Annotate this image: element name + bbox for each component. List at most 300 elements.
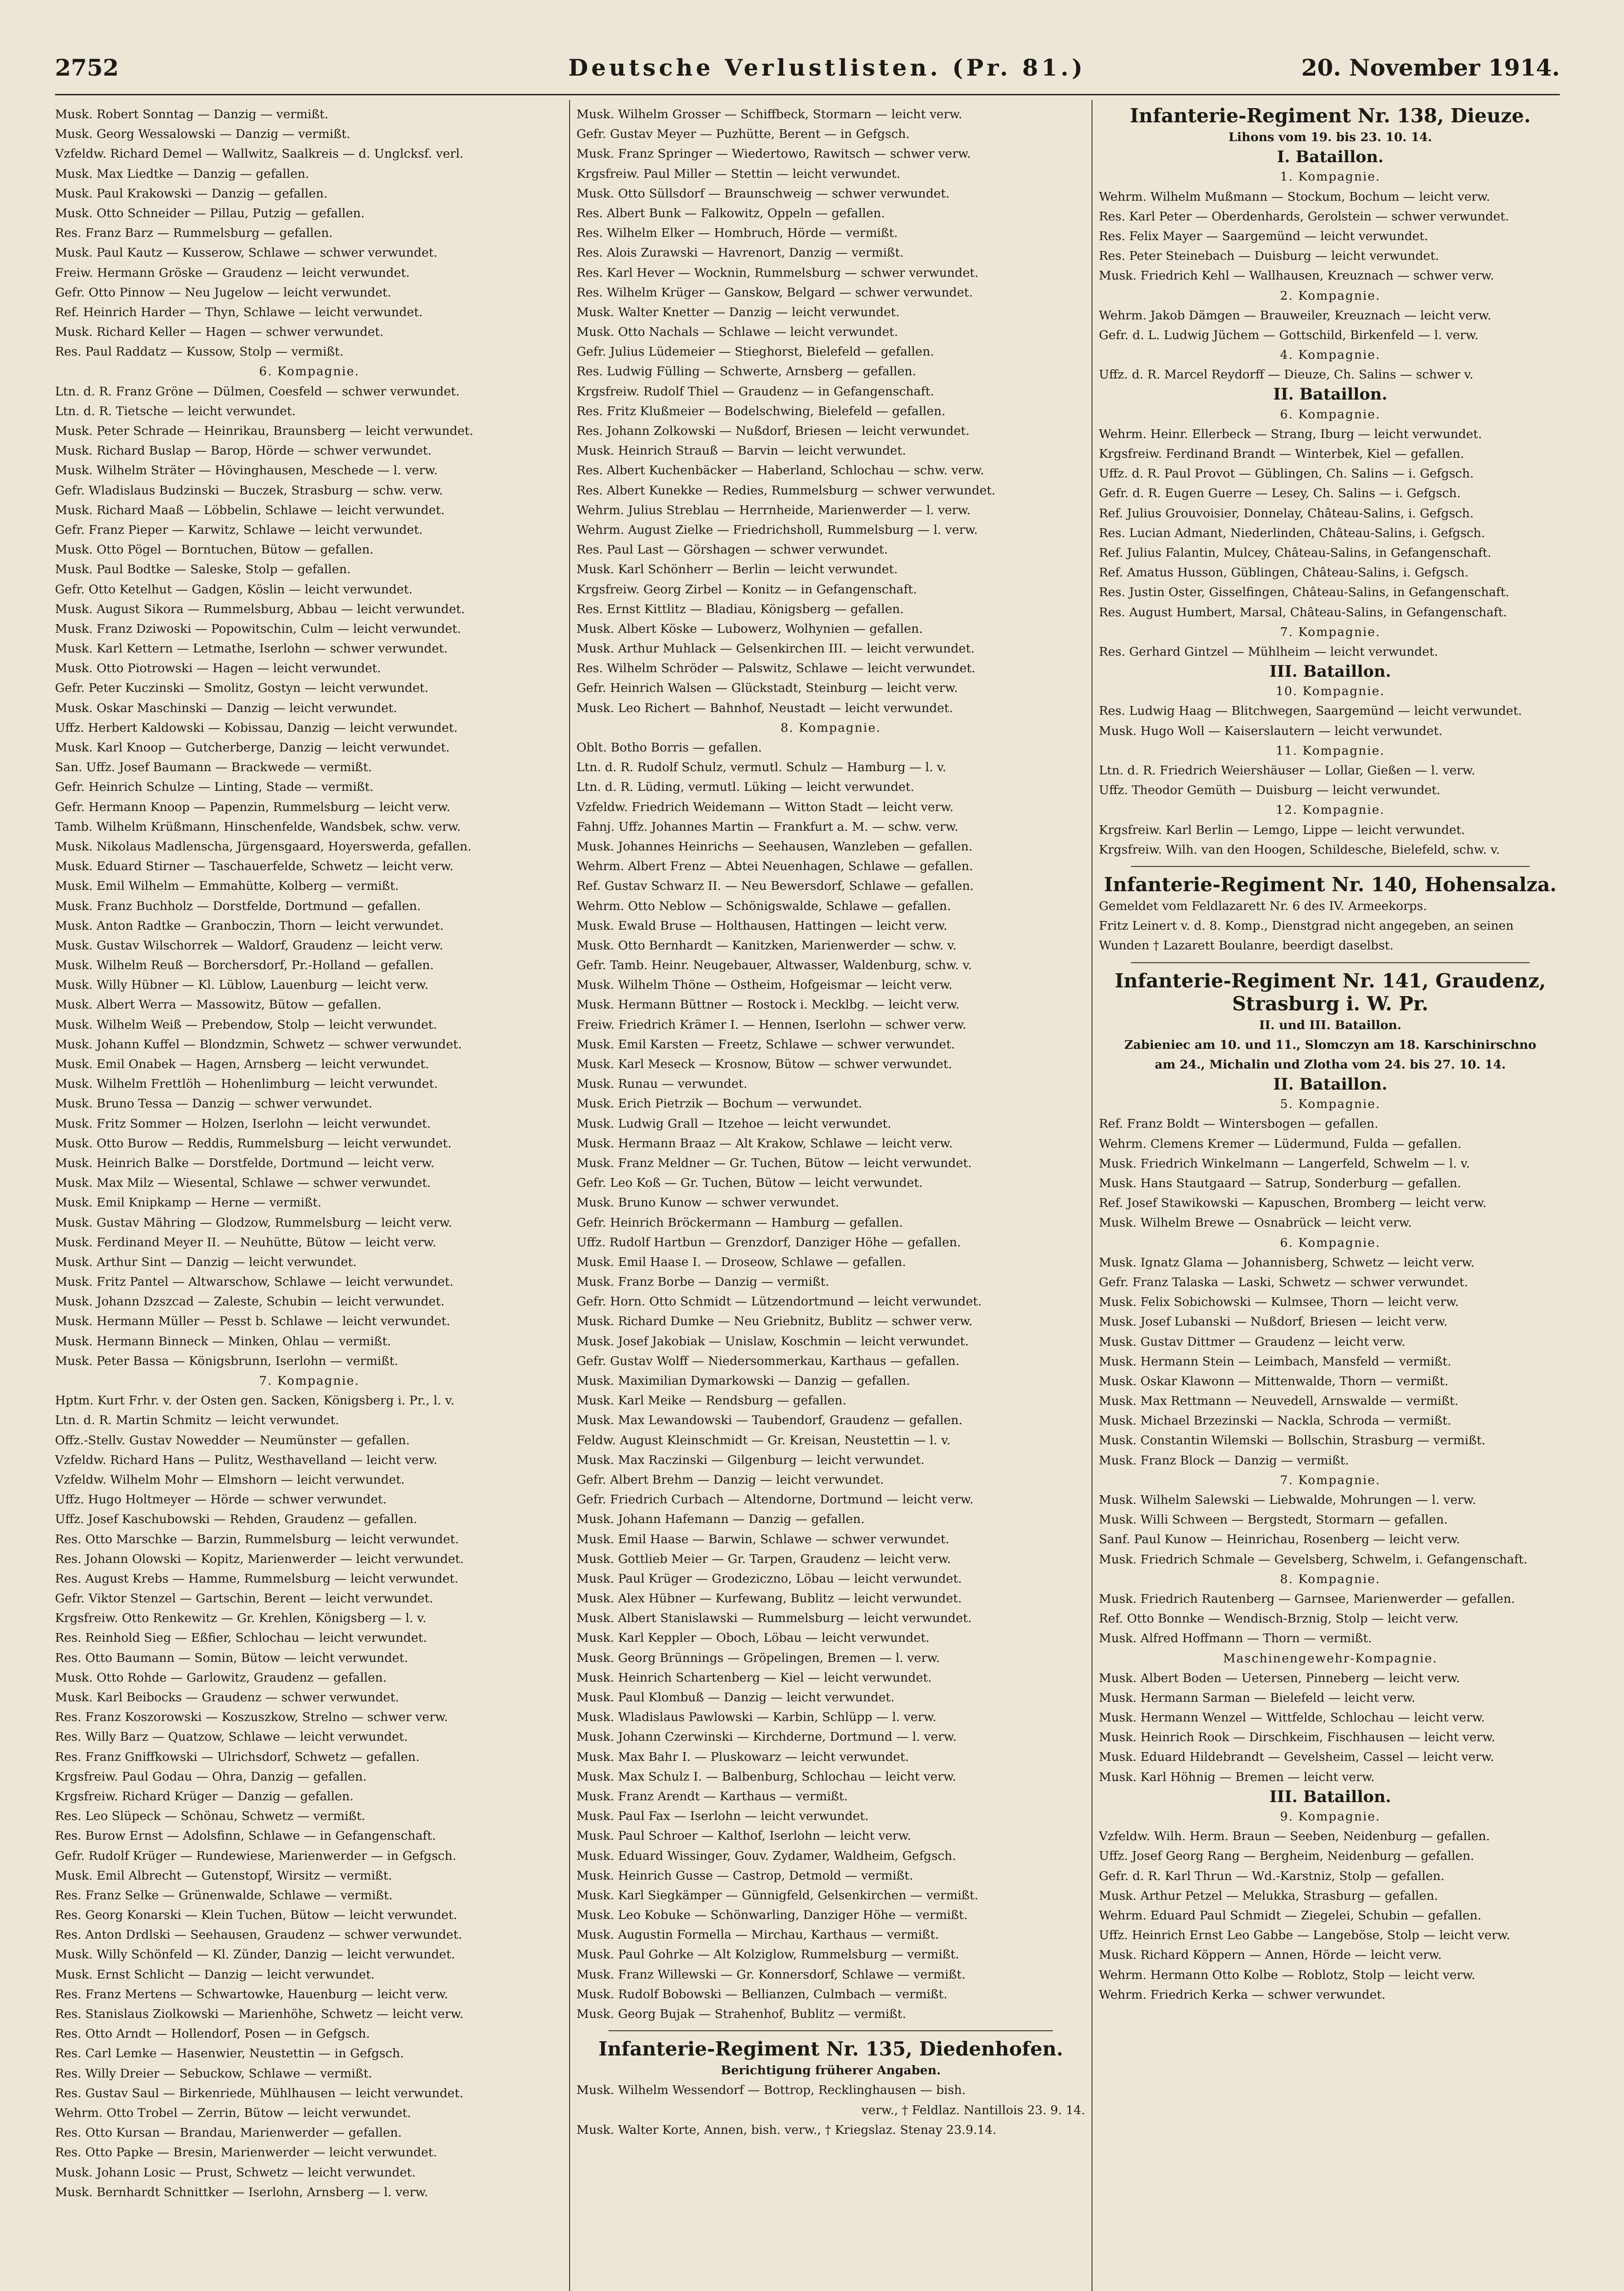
list-entry: Res. Franz Mertens — Schwartowke, Hauenburg — leicht verw. xyxy=(55,1987,448,2001)
list-entry: Musk. Friedrich Rautenberg — Garnsee, Marienwerder — gefallen. xyxy=(1099,1591,1515,1606)
list-entry: Musk. Karl Beibocks — Graudenz — schwer verwundet. xyxy=(55,1690,399,1705)
list-entry: Musk. Karl Kettern — Letmathe, Iserlohn — schwer verwundet. xyxy=(55,641,448,656)
company-heading: 2. Kompagnie. xyxy=(1280,288,1381,303)
list-entry: Gefr. Peter Kuczinski — Smolitz, Gostyn — leicht verwundet. xyxy=(55,681,428,696)
list-entry: Res. Johann Zolkowski — Nußdorf, Briesen — leicht verwundet. xyxy=(576,424,970,438)
list-entry: Musk. Eduard Stirner — Taschauerfelde, Schwetz — leicht verw. xyxy=(55,859,454,874)
list-entry: Musk. Rudolf Bobowski — Bellianzen, Culmbach — vermißt. xyxy=(576,1987,948,2001)
list-entry: Musk. Arthur Petzel — Melukka, Strasburg — gefallen. xyxy=(1099,1888,1438,1903)
list-entry: Res. Georg Konarski — Klein Tuchen, Bütow — leicht verwundet. xyxy=(55,1908,457,1923)
list-entry: Musk. Karl Meike — Rendsburg — gefallen. xyxy=(576,1393,846,1408)
list-entry: Vzfeldw. Richard Hans — Pulitz, Westhavelland — leicht verw. xyxy=(55,1452,438,1467)
list-entry: Musk. Michael Brzezinski — Nackla, Schroda — vermißt. xyxy=(1099,1414,1451,1428)
list-entry: Gefr. Horn. Otto Schmidt — Lützendortmund — leicht verwundet. xyxy=(576,1294,982,1309)
list-entry: Res. Burow Ernst — Adolsfinn, Schlawe — in Gefangenschaft. xyxy=(55,1829,436,1843)
list-entry: Musk. Gustav Mähring — Glodzow, Rummelsburg — leicht verw. xyxy=(55,1215,452,1230)
list-entry: Krgsfreiw. Georg Zirbel — Konitz — in Gefangenschaft. xyxy=(576,582,917,597)
list-entry: Musk. Wilhelm Wessendorf — Bottrop, Recklinghausen — bish. xyxy=(576,2083,966,2098)
list-entry: Musk. Otto Nachals — Schlawe — leicht verwundet. xyxy=(576,325,898,340)
list-entry: Musk. Ferdinand Meyer II. — Neuhütte, Bütow — leicht verw. xyxy=(55,1235,436,1250)
list-entry: Musk. Paul Krüger — Grodeziczno, Löbau — leicht verwundet. xyxy=(576,1571,962,1586)
list-entry: Musk. Maximilian Dymarkowski — Danzig — gefallen. xyxy=(576,1374,911,1388)
list-entry: Gefr. Heinrich Walsen — Glückstadt, Steinburg — leicht verw. xyxy=(576,681,958,696)
list-entry: Fritz Leinert v. d. 8. Komp., Dienstgrad nicht angegeben, an seinen xyxy=(1099,919,1514,933)
company-heading: 8. Kompagnie. xyxy=(780,720,881,735)
list-entry: Gefr. d. R. Eugen Guerre — Lesey, Ch. Salins — i. Gefgsch. xyxy=(1099,486,1461,501)
list-entry: Musk. Paul Gohrke — Alt Kolziglow, Rummelsburg — vermißt. xyxy=(576,1947,960,1962)
list-entry: Musk. Walter Korte, Annen, bish. verw., † Kriegslaz. Stenay 23.9.14. xyxy=(576,2122,997,2137)
issue-date: 20. November 1914. xyxy=(1301,54,1560,81)
list-entry: Musk. Hermann Wenzel — Wittfelde, Schlochau — leicht verw. xyxy=(1099,1710,1485,1725)
list-entry: Sanf. Paul Kunow — Heinrichau, Rosenberg — leicht verw. xyxy=(1099,1532,1460,1547)
list-entry: Uffz. Rudolf Hartbun — Grenzdorf, Danziger Höhe — gefallen. xyxy=(576,1235,961,1250)
list-entry: Musk. Johann Czerwinski — Kirchderne, Dortmund — l. verw. xyxy=(576,1730,957,1744)
list-entry: Res. August Krebs — Hamme, Rummelsburg — leicht verwundet. xyxy=(55,1571,459,1586)
list-entry: Musk. Hermann Sarman — Bielefeld — leicht verw. xyxy=(1099,1690,1416,1705)
list-entry: Musk. Emil Haase I. — Droseow, Schlawe — gefallen. xyxy=(576,1255,906,1269)
list-entry: Musk. Gottlieb Meier — Gr. Tarpen, Graudenz — leicht verw. xyxy=(576,1551,951,1566)
list-entry: Musk. Ewald Bruse — Holthausen, Hattingen — leicht verw. xyxy=(576,918,948,933)
list-entry: Musk. Richard Buslap — Barop, Hörde — schwer verwundet. xyxy=(55,444,432,458)
list-entry: Musk. Ernst Schlicht — Danzig — leicht verwundet. xyxy=(55,1967,375,1982)
list-entry: Res. Justin Oster, Gisselfingen, Château-Salins, in Gefangenschaft. xyxy=(1099,585,1509,600)
battalion-heading: I. Bataillon. xyxy=(1277,148,1384,167)
list-entry: Musk. Walter Knetter — Danzig — leicht verwundet. xyxy=(576,305,900,319)
list-entry: Ref. Franz Boldt — Wintersbogen — gefallen. xyxy=(1099,1117,1378,1131)
list-entry: Musk. Friedrich Schmale — Gevelsberg, Schwelm, i. Gefangenschaft. xyxy=(1099,1552,1528,1567)
list-entry: Gefr. Otto Ketelhut — Gadgen, Köslin — leicht verwundet. xyxy=(55,582,413,597)
list-entry: Musk. Wilhelm Salewski — Liebwalde, Mohrungen — l. verw. xyxy=(1099,1493,1476,1507)
list-entry: Wehrm. Heinr. Ellerbeck — Strang, Iburg — leicht verwundet. xyxy=(1099,427,1482,441)
list-entry: Ltn. d. R. Martin Schmitz — leicht verwundet. xyxy=(55,1413,340,1428)
casualty-list xyxy=(576,104,1085,2024)
list-entry: Musk. Johannes Heinrichs — Seehausen, Wanzleben — gefallen. xyxy=(576,839,973,854)
list-entry: Krgsfreiw. Wilh. van den Hoogen, Schildesche, Bielefeld, schw. v. xyxy=(1099,842,1500,857)
list-entry: Musk. Franz Dziwoski — Popowitschin, Culm — leicht verwundet. xyxy=(55,621,461,636)
list-entry: Gefr. Tamb. Heinr. Neugebauer, Altwasser, Waldenburg, schw. v. xyxy=(576,958,972,973)
list-entry: Vzfeldw. Richard Demel — Wallwitz, Saalkreis — d. Unglcksf. verl. xyxy=(55,147,464,161)
list-entry: Wehrm. Otto Neblow — Schönigswalde, Schlawe — gefallen. xyxy=(576,899,951,913)
list-entry: Res. Franz Barz — Rummelsburg — gefallen. xyxy=(55,226,333,241)
list-entry: Musk. Georg Wessalowski — Danzig — vermißt. xyxy=(55,127,351,142)
list-entry: Musk. Franz Springer — Wiedertowo, Rawitsch — schwer verw. xyxy=(576,147,971,161)
list-entry: Res. Alois Zurawski — Havrenort, Danzig — vermißt. xyxy=(576,246,904,260)
list-entry: Musk. Anton Radtke — Granboczin, Thorn — leicht verwundet. xyxy=(55,918,444,933)
list-entry: Musk. Heinrich Strauß — Barvin — leicht verwundet. xyxy=(576,444,906,458)
list-entry: Musk. Bruno Kunow — schwer verwundet. xyxy=(576,1195,839,1210)
list-entry: Uffz. Theodor Gemüth — Duisburg — leicht verwundet. xyxy=(1099,783,1441,798)
list-entry: Musk. Otto Schneider — Pillau, Putzig — gefallen. xyxy=(55,206,365,220)
page-number: 2752 xyxy=(55,54,119,81)
list-entry: Wehrm. Jakob Dämgen — Brauweiler, Kreuznach — leicht verw. xyxy=(1099,308,1492,323)
company-heading: 11. Kompagnie. xyxy=(1275,743,1385,758)
list-entry: Ref. Gustav Schwarz II. — Neu Bewersdorf, Schlawe — gefallen. xyxy=(576,879,974,893)
list-entry: Ref. Amatus Husson, Güblingen, Château-Salins, i. Gefgsch. xyxy=(1099,565,1469,580)
list-entry: Gefr. d. L. Ludwig Jüchem — Gottschild, Birkenfeld — l. verw. xyxy=(1099,328,1479,342)
list-entry: Musk. Fritz Sommer — Holzen, Iserlohn — leicht verwundet. xyxy=(55,1116,431,1131)
list-entry: Musk. Wilhelm Frettlöh — Hohenlimburg — leicht verwundet. xyxy=(55,1077,438,1091)
list-entry: Hptm. Kurt Frhr. v. der Osten gen. Sacken, Königsberg i. Pr., l. v. xyxy=(55,1393,455,1408)
list-entry: Musk. Max Rettmann — Neuvedell, Arnswalde — vermißt. xyxy=(1099,1394,1459,1409)
list-entry: Musk. Wladislaus Pawlowski — Karbin, Schlüpp — l. verw. xyxy=(576,1710,937,1725)
header-rule xyxy=(55,94,1560,95)
list-entry: Res. Willy Barz — Quatzow, Schlawe — leicht verwundet. xyxy=(55,1730,408,1744)
battalion-heading: II. Bataillon. xyxy=(1273,385,1388,404)
list-entry: Res. Albert Kunekke — Redies, Rummelsburg — schwer verwundet. xyxy=(576,483,996,498)
list-entry: Musk. Wilhelm Reuß — Borchersdorf, Pr.-Holland — gefallen. xyxy=(55,958,434,973)
list-entry: Musk. Emil Haase — Barwin, Schlawe — schwer verwundet. xyxy=(576,1532,949,1546)
list-entry: Musk. Paul Krakowski — Danzig — gefallen. xyxy=(55,186,328,201)
list-entry: Musk. Albert Köske — Lubowerz, Wolhynien — gefallen. xyxy=(576,621,923,636)
section-rule xyxy=(1131,962,1530,963)
list-entry: Musk. Franz Meldner — Gr. Tuchen, Bütow — leicht verwundet. xyxy=(576,1156,972,1170)
list-entry: Wehrm. Eduard Paul Schmidt — Ziegelei, Schubin — gefallen. xyxy=(1099,1908,1481,1923)
list-entry: Gefr. Wladislaus Budzinski — Buczek, Strasburg — schw. verw. xyxy=(55,483,443,498)
list-entry: Ref. Julius Falantin, Mulcey, Château-Salins, in Gefangenschaft. xyxy=(1099,545,1492,560)
list-entry: Gefr. Friedrich Curbach — Altendorne, Dortmund — leicht verw. xyxy=(576,1492,974,1507)
list-entry: Musk. Peter Bassa — Königsbrunn, Iserlohn — vermißt. xyxy=(55,1354,398,1368)
list-entry: Musk. Richard Maaß — Löbbelin, Schlawe — leicht verwundet. xyxy=(55,503,445,517)
company-heading: 6. Kompagnie. xyxy=(1280,1235,1381,1250)
column-2 xyxy=(576,104,1085,2291)
section-rule xyxy=(1131,866,1530,867)
list-entry: Musk. Friedrich Kehl — Wallhausen, Kreuznach — schwer verw. xyxy=(1099,269,1494,283)
list-entry: Res. Franz Selke — Grünenwalde, Schlawe — vermißt. xyxy=(55,1888,393,1902)
list-entry: Musk. Emil Albrecht — Gutenstopf, Wirsitz — vermißt. xyxy=(55,1868,392,1883)
list-entry: Musk. Runau — verwundet. xyxy=(576,1077,747,1091)
list-entry: Res. Wilhelm Elker — Hombruch, Hörde — vermißt. xyxy=(576,226,898,241)
list-entry: Wehrm. Hermann Otto Kolbe — Roblotz, Stolp — leicht verw. xyxy=(1099,1968,1476,1982)
list-entry: Musk. Johann Dzszcad — Zaleste, Schubin — leicht verwundet. xyxy=(55,1294,445,1309)
regiment-138-subtitle: Lihons vom 19. bis 23. 10. 14. xyxy=(1228,130,1432,144)
list-entry: Musk. Leo Kobuke — Schönwarling, Danziger Höhe — vermißt. xyxy=(576,1908,968,1923)
list-entry: Gefr. Franz Pieper — Karwitz, Schlawe — leicht verwundet. xyxy=(55,522,423,537)
list-entry: Musk. Karl Keppler — Oboch, Löbau — leicht verwundet. xyxy=(576,1631,930,1645)
list-entry: Res. Gustav Saul — Birkenriede, Mühlhausen — leicht verwundet. xyxy=(55,2086,464,2100)
list-entry: Res. Albert Kuchenbäcker — Haberland, Schlochau — schw. verw. xyxy=(576,463,984,478)
list-entry: Gefr. Viktor Stenzel — Gartschin, Berent — leicht verwundet. xyxy=(55,1591,433,1606)
list-entry: Gefr. Franz Talaska — Laski, Schwetz — schwer verwundet. xyxy=(1099,1275,1468,1289)
list-entry: Musk. Leo Richert — Bahnhof, Neustadt — leicht verwundet. xyxy=(576,701,953,715)
list-entry: Vzfeldw. Wilh. Herm. Braun — Seeben, Neidenburg — gefallen. xyxy=(1099,1829,1490,1844)
list-entry: Feldw. August Kleinschmidt — Gr. Kreisan, Neustettin — l. v. xyxy=(576,1433,951,1447)
regiment-141-title: Infanterie-Regiment Nr. 141, Graudenz, xyxy=(1114,969,1546,992)
list-entry: Res. Paul Last — Görshagen — schwer verwundet. xyxy=(576,543,888,557)
list-entry: Musk. Wilhelm Sträter — Hövinghausen, Meschede — l. verw. xyxy=(55,463,438,478)
list-entry: Musk. Otto Rohde — Garlowitz, Graudenz — gefallen. xyxy=(55,1670,387,1685)
list-entry: Musk. Max Lewandowski — Taubendorf, Graudenz — gefallen. xyxy=(576,1413,963,1428)
list-entry: Res. Anton Drdlski — Seehausen, Graudenz — schwer verwundet. xyxy=(55,1928,462,1942)
list-entry: Vzfeldw. Friedrich Weidemann — Witton Stadt — leicht verw. xyxy=(576,800,954,814)
regiment-141-subtitle: II. und III. Bataillon. xyxy=(1259,1018,1402,1032)
list-entry: Wehrm. Otto Trobel — Zerrin, Bütow — leicht verwundet. xyxy=(55,2105,411,2120)
column-1 xyxy=(55,104,564,2291)
list-entry: Musk. Hermann Binneck — Minken, Ohlau — vermißt. xyxy=(55,1334,391,1348)
list-entry: Musk. Franz Borbe — Danzig — vermißt. xyxy=(576,1275,829,1289)
list-entry: Krgsfreiw. Ferdinand Brandt — Winterbek, Kiel — gefallen. xyxy=(1099,447,1465,461)
regiment-135-subtitle: Berichtigung früherer Angaben. xyxy=(721,2063,941,2078)
list-entry: Musk. Paul Bodtke — Saleske, Stolp — gefallen. xyxy=(55,562,351,577)
list-entry: Musk. Willi Schween — Bergstedt, Stormarn — gefallen. xyxy=(1099,1513,1448,1527)
regiment-141-list xyxy=(1099,1074,1562,2005)
company-heading: 9. Kompagnie. xyxy=(1280,1809,1381,1824)
list-entry: Musk. Arthur Sint — Danzig — leicht verwundet. xyxy=(55,1255,357,1269)
list-entry: Res. Johann Olowski — Kopitz, Marienwerder — leicht verwundet. xyxy=(55,1551,464,1566)
list-entry: Gefr. Heinrich Schulze — Linting, Stade — vermißt. xyxy=(55,780,374,795)
list-entry: Musk. Franz Buchholz — Dorstfelde, Dortmund — gefallen. xyxy=(55,899,421,913)
list-entry: Res. Franz Gniffkowski — Ulrichsdorf, Schwetz — gefallen. xyxy=(55,1749,420,1764)
list-entry: Musk. Franz Block — Danzig — vermißt. xyxy=(1099,1453,1349,1468)
list-entry: Musk. Karl Knoop — Gutcherberge, Danzig — leicht verwundet. xyxy=(55,740,450,755)
list-entry: Ref. Julius Grouvoisier, Donnelay, Château-Salins, i. Gefgsch. xyxy=(1099,506,1474,521)
list-entry: Musk. Willy Schönfeld — Kl. Zünder, Danzig — leicht verwundet. xyxy=(55,1947,455,1962)
list-entry: Musk. Gustav Dittmer — Graudenz — leicht verw. xyxy=(1099,1334,1405,1349)
list-entry: Wehrm. Julius Streblau — Herrnheide, Marienwerder — l. verw. xyxy=(576,503,971,517)
list-entry: Res. Karl Peter — Oberdenhards, Gerolstein — schwer verwundet. xyxy=(1099,209,1509,224)
list-entry: Musk. Hermann Braaz — Alt Krakow, Schlawe — leicht verw. xyxy=(576,1136,953,1151)
list-entry: Gefr. Gustav Wolff — Niedersommerkau, Karthaus — gefallen. xyxy=(576,1354,960,1368)
list-entry: Musk. Richard Dumke — Neu Griebnitz, Bublitz — schwer verw. xyxy=(576,1314,973,1329)
list-entry: Musk. Alex Hübner — Kurfewang, Bublitz — leicht verwundet. xyxy=(576,1591,962,1606)
list-entry: Musk. Bernhardt Schnittker — Iserlohn, Arnsberg — l. verw. xyxy=(55,2185,428,2199)
list-entry: Musk. Wilhelm Thöne — Ostheim, Hofgeismar — leicht verw. xyxy=(576,978,953,992)
list-entry: Res. Lucian Admant, Niederlinden, Château-Salins, i. Gefgsch. xyxy=(1099,526,1485,540)
section-rule xyxy=(609,2030,1053,2031)
list-entry: Gefr. Leo Koß — Gr. Tuchen, Bütow — leicht verwundet. xyxy=(576,1176,923,1190)
list-entry: Musk. Richard Keller — Hagen — schwer verwundet. xyxy=(55,325,384,340)
list-entry: Res. Peter Steinebach — Duisburg — leicht verwundet. xyxy=(1099,249,1439,263)
list-entry: Wehrm. August Zielke — Friedrichsholl, Rummelsburg — l. verw. xyxy=(576,522,978,537)
list-entry: Musk. Max Raczinski — Gilgenburg — leicht verwundet. xyxy=(576,1452,925,1467)
publication-title: Deutsche Verlustlisten. (Pr. 81.) xyxy=(568,54,1086,81)
list-entry: Res. Willy Dreier — Sebuckow, Schlawe — vermißt. xyxy=(55,2066,373,2081)
list-entry: Musk. Heinrich Gusse — Castrop, Detmold — vermißt. xyxy=(576,1868,913,1883)
list-entry: Musk. Josef Jakobiak — Unislaw, Koschmin — leicht verwundet. xyxy=(576,1334,969,1348)
list-entry: Musk. Albert Stanislawski — Rummelsburg — leicht verwundet. xyxy=(576,1611,972,1626)
company-heading: 7. Kompagnie. xyxy=(259,1374,360,1388)
regiment-141-title-2: Strasburg i. W. Pr. xyxy=(1232,992,1429,1015)
list-entry: Musk. Fritz Pantel — Altwarschow, Schlawe — leicht verwundet. xyxy=(55,1275,454,1289)
list-entry: Uffz. Josef Georg Rang — Bergheim, Neidenburg — gefallen. xyxy=(1099,1849,1475,1863)
list-entry: Musk. Georg Brünnings — Gröpelingen, Bremen — l. verw. xyxy=(576,1650,940,1665)
list-entry: Musk. Heinrich Balke — Dorstfelde, Dortmund — leicht verw. xyxy=(55,1156,434,1170)
list-entry: Musk. Heinrich Rook — Dirschkeim, Fischhausen — leicht verw. xyxy=(1099,1730,1495,1745)
list-entry: Res. Karl Hever — Wocknin, Rummelsburg — schwer verwundet. xyxy=(576,265,979,280)
battalion-heading: III. Bataillon. xyxy=(1269,1787,1391,1806)
list-entry: Musk. Hermann Büttner — Rostock i. Mecklbg. — leicht verw. xyxy=(576,998,960,1012)
list-entry: Musk. Max Schulz I. — Balbenburg, Schlochau — leicht verw. xyxy=(576,1769,956,1784)
list-entry: Ltn. d. R. Tietsche — leicht verwundet. xyxy=(55,404,296,418)
list-entry: Musk. Oskar Maschinski — Danzig — leicht verwundet. xyxy=(55,701,397,715)
list-entry: Musk. Otto Piotrowski — Hagen — leicht verwundet. xyxy=(55,661,381,676)
list-entry: Uffz. d. R. Paul Provot — Güblingen, Ch. Salins — i. Gefgsch. xyxy=(1099,466,1474,481)
list-entry: Musk. Peter Schrade — Heinrikau, Braunsberg — leicht verwundet. xyxy=(55,424,473,438)
list-entry: Musk. Erich Pietrzik — Bochum — verwundet. xyxy=(576,1096,862,1111)
list-entry: Ltn. d. R. Franz Gröne — Dülmen, Coesfeld — schwer verwundet. xyxy=(55,384,460,399)
list-entry: Musk. Gustav Wilschorrek — Waldorf, Graudenz — leicht verw. xyxy=(55,938,444,953)
list-entry: Musk. Emil Onabek — Hagen, Arnsberg — leicht verwundet. xyxy=(55,1057,429,1071)
list-entry: Res. Reinhold Sieg — Eßfier, Schlochau — leicht verwundet. xyxy=(55,1631,427,1645)
battalion-heading: III. Bataillon. xyxy=(1269,662,1391,681)
company-heading: 4. Kompagnie. xyxy=(1280,348,1381,362)
company-heading: 6. Kompagnie. xyxy=(1280,407,1381,422)
list-entry: Wehrm. Albert Frenz — Abtei Neuenhagen, Schlawe — gefallen. xyxy=(576,859,973,874)
list-entry: Musk. Emil Karsten — Freetz, Schlawe — schwer verwundet. xyxy=(576,1037,955,1052)
list-entry: Musk. Otto Bernhardt — Kanitzken, Marienwerder — schw. v. xyxy=(576,938,957,953)
regiment-141-places-2: am 24., Michalin und Zlotha vom 24. bis 27. 10. 14. xyxy=(1154,1057,1506,1072)
list-entry: Musk. Robert Sonntag — Danzig — vermißt. xyxy=(55,107,329,121)
list-entry: Musk. Alfred Hoffmann — Thorn — vermißt. xyxy=(1099,1631,1372,1646)
list-entry: Musk. Max Milz — Wiesental, Schlawe — schwer verwundet. xyxy=(55,1176,431,1190)
list-entry: Res. Fritz Klußmeier — Bodelschwing, Bielefeld — gefallen. xyxy=(576,404,946,418)
company-heading: 8. Kompagnie. xyxy=(1280,1572,1381,1586)
list-entry: Gefr. Otto Pinnow — Neu Jugelow — leicht verwundet. xyxy=(55,285,391,300)
list-entry: Musk. Ludwig Grall — Itzehoe — leicht verwundet. xyxy=(576,1116,892,1131)
list-entry: Musk. Karl Schönherr — Berlin — leicht verwundet. xyxy=(576,562,898,577)
list-entry: Res. Otto Marschke — Barzin, Rummelsburg — leicht verwundet. xyxy=(55,1532,459,1546)
list-entry: Musk. Emil Wilhelm — Emmahütte, Kolberg — vermißt. xyxy=(55,879,399,893)
regiment-135-title: Infanterie-Regiment Nr. 135, Diedenhofen. xyxy=(598,2038,1064,2061)
list-entry: Res. Ludwig Haag — Blitchwegen, Saargemünd — leicht verwundet. xyxy=(1099,704,1522,718)
list-entry: Res. Wilhelm Krüger — Ganskow, Belgard — schwer verwundet. xyxy=(576,285,973,300)
list-entry: Musk. Johann Kuffel — Blondzmin, Schwetz — schwer verwundet. xyxy=(55,1037,462,1052)
list-entry: Musk. Heinrich Schartenberg — Kiel — leicht verwundet. xyxy=(576,1670,932,1685)
battalion-heading: II. Bataillon. xyxy=(1273,1075,1388,1094)
company-heading: 6. Kompagnie. xyxy=(259,364,360,379)
list-entry: Krgsfreiw. Richard Krüger — Danzig — gefallen. xyxy=(55,1789,354,1803)
list-entry: Gefr. Hermann Knoop — Papenzin, Rummelsburg — leicht verw. xyxy=(55,800,450,814)
list-entry: Musk. Bruno Tessa — Danzig — schwer verwundet. xyxy=(55,1096,373,1111)
list-entry: Musk. Otto Burow — Reddis, Rummelsburg — leicht verwundet. xyxy=(55,1136,452,1151)
list-entry: Musk. Eduard Hildebrandt — Gevelsheim, Cassel — leicht verw. xyxy=(1099,1750,1494,1765)
list-entry: Ref. Otto Bonnke — Wendisch-Brznig, Stolp — leicht verw. xyxy=(1099,1611,1459,1626)
company-heading: 10. Kompagnie. xyxy=(1275,684,1385,699)
list-entry: Musk. Albert Boden — Uetersen, Pinneberg — leicht verw. xyxy=(1099,1671,1460,1685)
list-entry: Musk. Paul Kautz — Kusserow, Schlawe — schwer verwundet. xyxy=(55,246,438,260)
list-entry: Musk. Franz Willewski — Gr. Konnersdorf, Schlawe — vermißt. xyxy=(576,1967,966,1982)
list-entry: Uffz. Hugo Holtmeyer — Hörde — schwer verwundet. xyxy=(55,1492,387,1507)
list-entry: Musk. Paul Fax — Iserlohn — leicht verwundet. xyxy=(576,1809,869,1824)
company-heading: 7. Kompagnie. xyxy=(1280,625,1381,639)
list-entry: Musk. Johann Losic — Prust, Schwetz — leicht verwundet. xyxy=(55,2165,416,2180)
list-entry: verw., † Feldlaz. Nantillois 23. 9. 14. xyxy=(861,2103,1085,2117)
list-entry: Musk. Franz Arendt — Karthaus — vermißt. xyxy=(576,1789,848,1803)
list-entry: Musk. Karl Siegkämper — Günnigfeld, Gelsenkirchen — vermißt. xyxy=(576,1888,978,1902)
regiment-138-title: Infanterie-Regiment Nr. 138, Dieuze. xyxy=(1130,104,1531,127)
list-entry: Musk. Paul Klombuß — Danzig — leicht verwundet. xyxy=(576,1690,894,1705)
list-entry: Musk. Hugo Woll — Kaiserslautern — leicht verwundet. xyxy=(1099,723,1443,738)
list-entry: Res. Leo Slüpeck — Schönau, Schwetz — vermißt. xyxy=(55,1809,366,1824)
list-entry: Krgsfreiw. Paul Miller — Stettin — leicht verwundet. xyxy=(576,166,900,181)
list-entry: Res. Ludwig Fülling — Schwerte, Arnsberg — gefallen. xyxy=(576,364,916,379)
list-entry: Musk. Karl Meseck — Krosnow, Bütow — schwer verwundet. xyxy=(576,1057,952,1071)
column-3 xyxy=(1099,104,1562,2291)
company-heading: Maschinengewehr-Kompagnie. xyxy=(1223,1651,1437,1666)
list-entry: Tamb. Wilhelm Krüßmann, Hinschenfelde, Wandsbek, schw. verw. xyxy=(55,819,461,834)
list-entry: Krgsfreiw. Karl Berlin — Lemgo, Lippe — leicht verwundet. xyxy=(1099,822,1465,837)
list-entry: Musk. Hermann Müller — Pesst b. Schlawe — leicht verwundet. xyxy=(55,1314,450,1329)
list-entry: Uffz. Heinrich Ernst Leo Gabbe — Langeböse, Stolp — leicht verw. xyxy=(1099,1928,1510,1943)
list-entry: Ref. Heinrich Harder — Thyn, Schlawe — leicht verwundet. xyxy=(55,305,423,319)
company-heading: 1. Kompagnie. xyxy=(1280,170,1381,184)
list-entry: Oblt. Botho Borris — gefallen. xyxy=(576,740,762,755)
page-header xyxy=(55,54,1560,95)
list-entry: Gefr. d. R. Karl Thrun — Wd.-Karstniz, Stolp — gefallen. xyxy=(1099,1869,1445,1883)
list-entry: Ltn. d. R. Friedrich Weiershäuser — Lollar, Gießen — l. verw. xyxy=(1099,763,1476,778)
list-entry: Gefr. Julius Lüdemeier — Stieghorst, Bielefeld — gefallen. xyxy=(576,345,934,359)
list-entry: Musk. Arthur Muhlack — Gelsenkirchen III. — leicht verwundet. xyxy=(576,641,975,656)
list-entry: Musk. Emil Knipkamp — Herne — vermißt. xyxy=(55,1195,322,1210)
list-entry: Res. Ernst Kittlitz — Bladiau, Königsberg — gefallen. xyxy=(576,602,904,616)
list-entry: Musk. Eduard Wissinger, Gouv. Zydamer, Waldheim, Gefgsch. xyxy=(576,1848,956,1863)
list-entry: Krgsfreiw. Rudolf Thiel — Graudenz — in Gefangenschaft. xyxy=(576,384,934,399)
list-entry: Musk. Wilhelm Brewe — Osnabrück — leicht verw. xyxy=(1099,1216,1412,1230)
company-heading: 5. Kompagnie. xyxy=(1280,1097,1381,1112)
list-entry: Res. August Humbert, Marsal, Château-Salins, in Gefangenschaft. xyxy=(1099,605,1507,619)
list-entry: Wehrm. Clemens Kremer — Lüdermund, Fulda — gefallen. xyxy=(1099,1136,1462,1151)
list-entry: Res. Franz Koszorowski — Koszuszkow, Strelno — schwer verw. xyxy=(55,1710,448,1725)
list-entry: Wehrm. Wilhelm Mußmann — Stockum, Bochum — leicht verw. xyxy=(1099,189,1490,204)
list-entry: Res. Otto Kursan — Brandau, Marienwerder — gefallen. xyxy=(55,2126,402,2140)
list-entry: Musk. Wilhelm Weiß — Prebendow, Stolp — leicht verwundet. xyxy=(55,1017,437,1032)
list-entry: Musk. Josef Lubanski — Nußdorf, Briesen — leicht verw. xyxy=(1099,1315,1448,1329)
list-entry: Musk. Hans Stautgaard — Satrup, Sonderburg — gefallen. xyxy=(1099,1176,1461,1190)
list-entry: Musk. Willy Hübner — Kl. Lüblow, Lauenburg — leicht verw. xyxy=(55,978,428,992)
list-entry: Musk. Richard Köppern — Annen, Hörde — leicht verw. xyxy=(1099,1948,1442,1962)
list-entry: Offz.-Stellv. Gustav Nowedder — Neumünster — gefallen. xyxy=(55,1433,410,1447)
list-entry: Uffz. d. R. Marcel Reydorff — Dieuze, Ch. Salins — schwer v. xyxy=(1099,367,1474,382)
list-entry: Musk. Ignatz Glama — Johannisberg, Schwetz — leicht verw. xyxy=(1099,1255,1475,1270)
list-entry: Musk. Otto Pögel — Borntuchen, Bütow — gefallen. xyxy=(55,543,374,557)
list-entry: Fahnj. Uffz. Johannes Martin — Frankfurt a. M. — schw. verw. xyxy=(576,819,959,834)
list-entry: Musk. Max Bahr I. — Pluskowarz — leicht verwundet. xyxy=(576,1749,909,1764)
list-entry: Res. Felix Mayer — Saargemünd — leicht verwundet. xyxy=(1099,229,1428,243)
regiment-138-list xyxy=(1099,147,1562,860)
list-entry: Musk. Friedrich Winkelmann — Langerfeld, Schwelm — l. v. xyxy=(1099,1156,1470,1171)
list-entry: Res. Otto Baumann — Somin, Bütow — leicht verwundet. xyxy=(55,1650,408,1665)
list-entry: Musk. Otto Süllsdorf — Braunschweig — schwer verwundet. xyxy=(576,186,950,201)
list-entry: Musk. Nikolaus Madlenscha, Jürgensgaard, Hoyerswerda, gefallen. xyxy=(55,839,472,854)
list-entry: Musk. Georg Bujak — Strahenhof, Bublitz — vermißt. xyxy=(576,2007,906,2021)
list-entry: Gefr. Rudolf Krüger — Rundewiese, Marienwerder — in Gefgsch. xyxy=(55,1848,456,1863)
list-entry: Res. Albert Bunk — Falkowitz, Oppeln — gefallen. xyxy=(576,206,885,220)
list-entry: Uffz. Herbert Kaldowski — Kobissau, Danzig — leicht verwundet. xyxy=(55,720,458,735)
company-heading: 12. Kompagnie. xyxy=(1275,803,1385,817)
list-entry: Ltn. d. R. Rudolf Schulz, vermutl. Schulz — Hamburg — l. v. xyxy=(576,760,946,775)
list-entry: Musk. Johann Hafemann — Danzig — gefallen. xyxy=(576,1512,865,1527)
list-entry: Gefr. Heinrich Bröckermann — Hamburg — gefallen. xyxy=(576,1215,903,1230)
regiment-141-places: Zabieniec am 10. und 11., Slomczyn am 18. Karschinirschno xyxy=(1124,1037,1536,1052)
list-entry: Musk. Wilhelm Grosser — Schiffbeck, Stormarn — leicht verw. xyxy=(576,107,962,121)
list-entry: Musk. Felix Sobichowski — Kulmsee, Thorn — leicht verw. xyxy=(1099,1295,1459,1310)
list-entry: Musk. Karl Höhnig — Bremen — leicht verw. xyxy=(1099,1770,1375,1784)
list-entry: Musk. Augustin Formella — Mirchau, Karthaus — vermißt. xyxy=(576,1928,939,1942)
list-entry: San. Uffz. Josef Baumann — Brackwede — vermißt. xyxy=(55,760,372,775)
list-entry: Res. Otto Arndt — Hollendorf, Posen — in Gefgsch. xyxy=(55,2027,370,2041)
list-entry: Gefr. Gustav Meyer — Puzhütte, Berent — in Gefgsch. xyxy=(576,127,910,142)
list-entry: Uffz. Josef Kaschubowski — Rehden, Graudenz — gefallen. xyxy=(55,1512,417,1527)
list-entry: Musk. Hermann Stein — Leimbach, Mansfeld — vermißt. xyxy=(1099,1354,1452,1369)
list-entry: Res. Gerhard Gintzel — Mühlheim — leicht verwundet. xyxy=(1099,644,1438,659)
list-entry: Ltn. d. R. Lüding, vermutl. Lüking — leicht verwundet. xyxy=(576,780,915,795)
list-entry: Musk. Paul Schroer — Kalthof, Iserlohn — leicht verw. xyxy=(576,1829,911,1843)
list-entry: Krgsfreiw. Paul Godau — Ohra, Danzig — gefallen. xyxy=(55,1769,367,1784)
list-entry: Musk. Oskar Klawonn — Mittenwalde, Thorn — vermißt. xyxy=(1099,1374,1448,1388)
list-entry: Krgsfreiw. Otto Renkewitz — Gr. Krehlen, Königsberg — l. v. xyxy=(55,1611,427,1626)
list-entry: Musk. August Sikora — Rummelsburg, Abbau — leicht verwundet. xyxy=(55,602,465,616)
list-entry: Res. Paul Raddatz — Kussow, Stolp — vermißt. xyxy=(55,345,344,359)
list-entry: Res. Wilhelm Schröder — Palswitz, Schlawe — leicht verwundet. xyxy=(576,661,976,676)
